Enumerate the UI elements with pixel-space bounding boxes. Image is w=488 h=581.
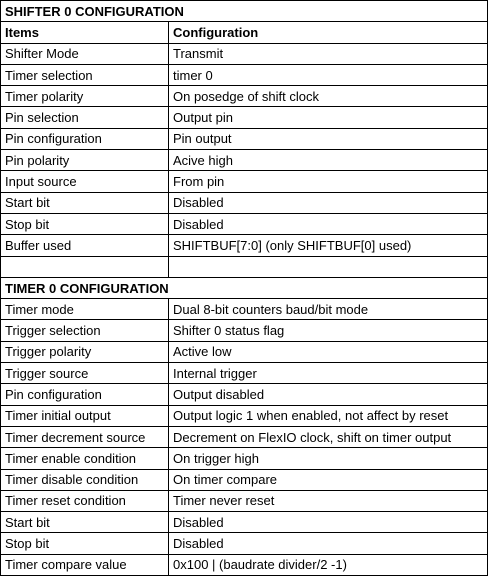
item-cell: Timer initial output bbox=[1, 405, 169, 426]
table-row bbox=[1, 320, 488, 341]
table-row bbox=[1, 490, 488, 511]
item-cell: Timer mode bbox=[1, 299, 169, 320]
configuration-cell: On posedge of shift clock bbox=[169, 86, 488, 107]
empty-cell bbox=[169, 256, 488, 277]
item-cell: Pin configuration bbox=[1, 384, 169, 405]
shifter-section-title-row bbox=[1, 1, 488, 22]
configuration-table-body bbox=[1, 1, 488, 576]
item-cell: Timer decrement source bbox=[1, 426, 169, 447]
item-cell: Stop bit bbox=[1, 213, 169, 234]
item-cell: Timer enable condition bbox=[1, 448, 169, 469]
configuration-cell: Internal trigger bbox=[169, 363, 488, 384]
table-row bbox=[1, 299, 488, 320]
configuration-cell: Acive high bbox=[169, 150, 488, 171]
item-cell: Timer compare value bbox=[1, 554, 169, 575]
configuration-cell: Disabled bbox=[169, 213, 488, 234]
item-cell: Start bit bbox=[1, 192, 169, 213]
item-cell: Timer selection bbox=[1, 64, 169, 85]
item-cell: Pin polarity bbox=[1, 150, 169, 171]
item-cell: Timer disable condition bbox=[1, 469, 169, 490]
configuration-column-header: Configuration bbox=[169, 22, 488, 43]
item-cell: Input source bbox=[1, 171, 169, 192]
table-row bbox=[1, 107, 488, 128]
table-row bbox=[1, 554, 488, 575]
item-cell: Trigger source bbox=[1, 363, 169, 384]
table-row bbox=[1, 426, 488, 447]
table-row bbox=[1, 86, 488, 107]
table-row bbox=[1, 448, 488, 469]
item-cell: Pin selection bbox=[1, 107, 169, 128]
table-row bbox=[1, 512, 488, 533]
item-cell: Buffer used bbox=[1, 235, 169, 256]
item-cell: Timer reset condition bbox=[1, 490, 169, 511]
table-row bbox=[1, 150, 488, 171]
configuration-cell: 0x100 | (baudrate divider/2 -1) bbox=[169, 554, 488, 575]
configuration-cell: On trigger high bbox=[169, 448, 488, 469]
table-row bbox=[1, 469, 488, 490]
timer-section-title: TIMER 0 CONFIGURATION bbox=[1, 277, 488, 298]
table-row bbox=[1, 235, 488, 256]
item-cell: Start bit bbox=[1, 512, 169, 533]
configuration-cell: Output disabled bbox=[169, 384, 488, 405]
item-cell: Shifter Mode bbox=[1, 43, 169, 64]
shifter-section-title: SHIFTER 0 CONFIGURATION bbox=[1, 1, 488, 22]
table-row bbox=[1, 341, 488, 362]
configuration-cell: Output pin bbox=[169, 107, 488, 128]
configuration-cell: Disabled bbox=[169, 192, 488, 213]
configuration-cell: Shifter 0 status flag bbox=[169, 320, 488, 341]
configuration-cell: Disabled bbox=[169, 533, 488, 554]
configuration-cell: Pin output bbox=[169, 128, 488, 149]
table-row bbox=[1, 213, 488, 234]
item-cell: Stop bit bbox=[1, 533, 169, 554]
configuration-cell: Disabled bbox=[169, 512, 488, 533]
configuration-cell: Decrement on FlexIO clock, shift on timer output bbox=[169, 426, 488, 447]
table-row bbox=[1, 384, 488, 405]
configuration-cell: On timer compare bbox=[169, 469, 488, 490]
configuration-cell: Output logic 1 when enabled, not affect by reset bbox=[169, 405, 488, 426]
configuration-cell: Transmit bbox=[169, 43, 488, 64]
configuration-cell: From pin bbox=[169, 171, 488, 192]
empty-spacer-row bbox=[1, 256, 488, 277]
configuration-cell: Timer never reset bbox=[169, 490, 488, 511]
item-cell: Trigger polarity bbox=[1, 341, 169, 362]
configuration-cell: timer 0 bbox=[169, 64, 488, 85]
configuration-cell: Active low bbox=[169, 341, 488, 362]
table-row bbox=[1, 405, 488, 426]
table-row bbox=[1, 192, 488, 213]
table-header-row bbox=[1, 22, 488, 43]
table-row bbox=[1, 363, 488, 384]
configuration-cell: Dual 8-bit counters baud/bit mode bbox=[169, 299, 488, 320]
timer-section-title-row bbox=[1, 277, 488, 298]
table-row bbox=[1, 171, 488, 192]
item-cell: Trigger selection bbox=[1, 320, 169, 341]
configuration-cell: SHIFTBUF[7:0] (only SHIFTBUF[0] used) bbox=[169, 235, 488, 256]
items-column-header: Items bbox=[1, 22, 169, 43]
empty-cell bbox=[1, 256, 169, 277]
table-row bbox=[1, 64, 488, 85]
item-cell: Timer polarity bbox=[1, 86, 169, 107]
table-row bbox=[1, 533, 488, 554]
table-row bbox=[1, 128, 488, 149]
item-cell: Pin configuration bbox=[1, 128, 169, 149]
table-row bbox=[1, 43, 488, 64]
